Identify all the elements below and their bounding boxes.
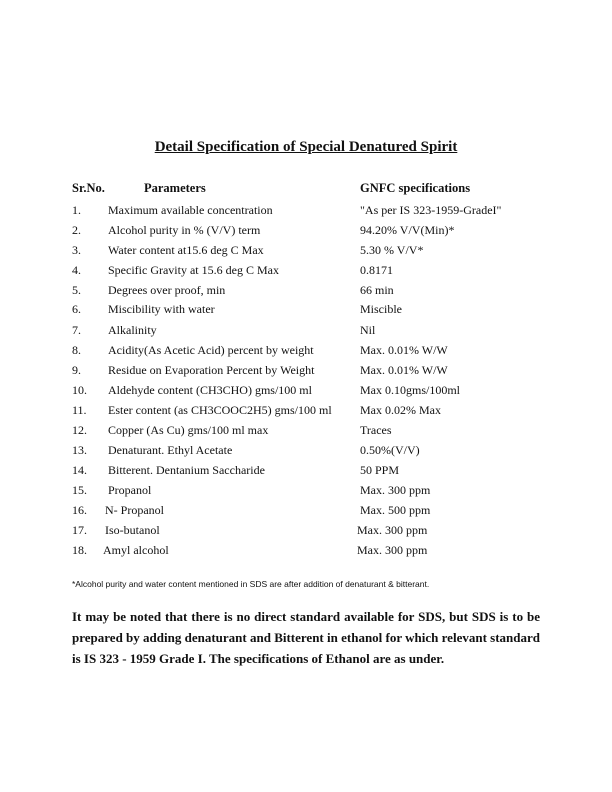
row-number: 3. — [72, 243, 81, 257]
table-row — [0, 323, 612, 343]
row-specification: 66 min — [360, 283, 394, 297]
row-specification: Max. 300 ppm — [360, 483, 431, 497]
row-specification: Miscible — [360, 302, 402, 316]
row-number: 7. — [72, 323, 81, 337]
row-parameter: Amyl alcohol — [103, 543, 169, 557]
row-number: 18. — [72, 543, 87, 557]
table-row — [0, 543, 612, 563]
table-row — [0, 463, 612, 483]
row-number: 8. — [72, 343, 81, 357]
page-title: Detail Specification of Special Denatured Spirit — [154, 139, 458, 155]
row-parameter: Alcohol purity in % (V/V) term — [108, 223, 261, 237]
table-row — [0, 383, 612, 403]
row-number: 4. — [72, 263, 81, 277]
table-row — [0, 283, 612, 303]
row-number: 6. — [72, 302, 81, 316]
row-parameter: Acidity(As Acetic Acid) percent by weight — [108, 343, 314, 357]
row-specification: 5.30 % V/V* — [360, 243, 424, 257]
row-specification: "As per IS 323-1959-GradeI" — [360, 203, 502, 217]
row-specification: 94.20% V/V(Min)* — [360, 223, 455, 237]
row-specification: Traces — [360, 423, 392, 437]
table-row — [0, 243, 612, 263]
row-specification: Max 0.10gms/100ml — [360, 383, 461, 397]
row-parameter: Specific Gravity at 15.6 deg C Max — [108, 263, 279, 277]
row-parameter: Ester content (as CH3COOC2H5) gms/100 ml — [108, 403, 332, 417]
row-specification: Max. 0.01% W/W — [360, 343, 448, 357]
header-parameters: Parameters — [144, 181, 206, 195]
row-number: 2. — [72, 223, 81, 237]
table-row — [0, 263, 612, 283]
row-specification: 50 PPM — [360, 463, 400, 477]
row-parameter: Copper (As Cu) gms/100 ml max — [108, 423, 269, 437]
table-row — [0, 363, 612, 383]
row-number: 11. — [72, 403, 87, 417]
row-number: 14. — [72, 463, 87, 477]
row-parameter: Propanol — [108, 483, 152, 497]
table-row — [0, 443, 612, 463]
row-specification: Max. 300 ppm — [357, 543, 428, 557]
table-row — [0, 523, 612, 543]
row-specification: Max. 300 ppm — [357, 523, 428, 537]
table-row — [0, 203, 612, 223]
row-parameter: N- Propanol — [105, 503, 164, 517]
row-parameter: Aldehyde content (CH3CHO) gms/100 ml — [108, 383, 312, 397]
row-specification: Nil — [360, 323, 376, 337]
row-parameter: Bitterent. Dentanium Saccharide — [108, 463, 265, 477]
table-row — [0, 223, 612, 243]
row-number: 5. — [72, 283, 81, 297]
row-number: 9. — [72, 363, 81, 377]
table-row — [0, 403, 612, 423]
row-parameter: Maximum available concentration — [108, 203, 273, 217]
table-row — [0, 483, 612, 503]
row-number: 13. — [72, 443, 87, 457]
header-sr-no: Sr.No. — [72, 181, 105, 195]
row-specification: Max. 0.01% W/W — [360, 363, 448, 377]
row-number: 16. — [72, 503, 87, 517]
row-specification: 0.50%(V/V) — [360, 443, 420, 457]
table-row — [0, 343, 612, 363]
table-row — [0, 503, 612, 523]
row-specification: 0.8171 — [360, 263, 393, 277]
row-parameter: Alkalinity — [108, 323, 157, 337]
row-parameter: Degrees over proof, min — [108, 283, 226, 297]
row-specification: Max. 500 ppm — [360, 503, 431, 517]
table-row — [0, 302, 612, 322]
row-parameter: Iso-butanol — [105, 523, 160, 537]
row-parameter: Denaturant. Ethyl Acetate — [108, 443, 233, 457]
row-number: 1. — [72, 203, 81, 217]
row-specification: Max 0.02% Max — [360, 403, 441, 417]
row-parameter: Miscibility with water — [108, 302, 215, 316]
row-number: 15. — [72, 483, 87, 497]
row-number: 12. — [72, 423, 87, 437]
row-number: 10. — [72, 383, 87, 397]
footnote: *Alcohol purity and water content mentioned in SDS are after addition of denaturant & bitterant. — [72, 579, 430, 589]
note-paragraph: It may be noted that there is no direct standard available for SDS, but SDS is to be prepared by adding denaturant and Bitterent in ethanol for which relevant standard is IS 323 - 1959 Grade I. The specifications of Ethanol are as under. — [72, 609, 540, 666]
row-parameter: Residue on Evaporation Percent by Weight — [108, 363, 315, 377]
header-specifications: GNFC specifications — [360, 181, 471, 195]
row-number: 17. — [72, 523, 87, 537]
table-row — [0, 423, 612, 443]
row-parameter: Water content at15.6 deg C Max — [108, 243, 264, 257]
